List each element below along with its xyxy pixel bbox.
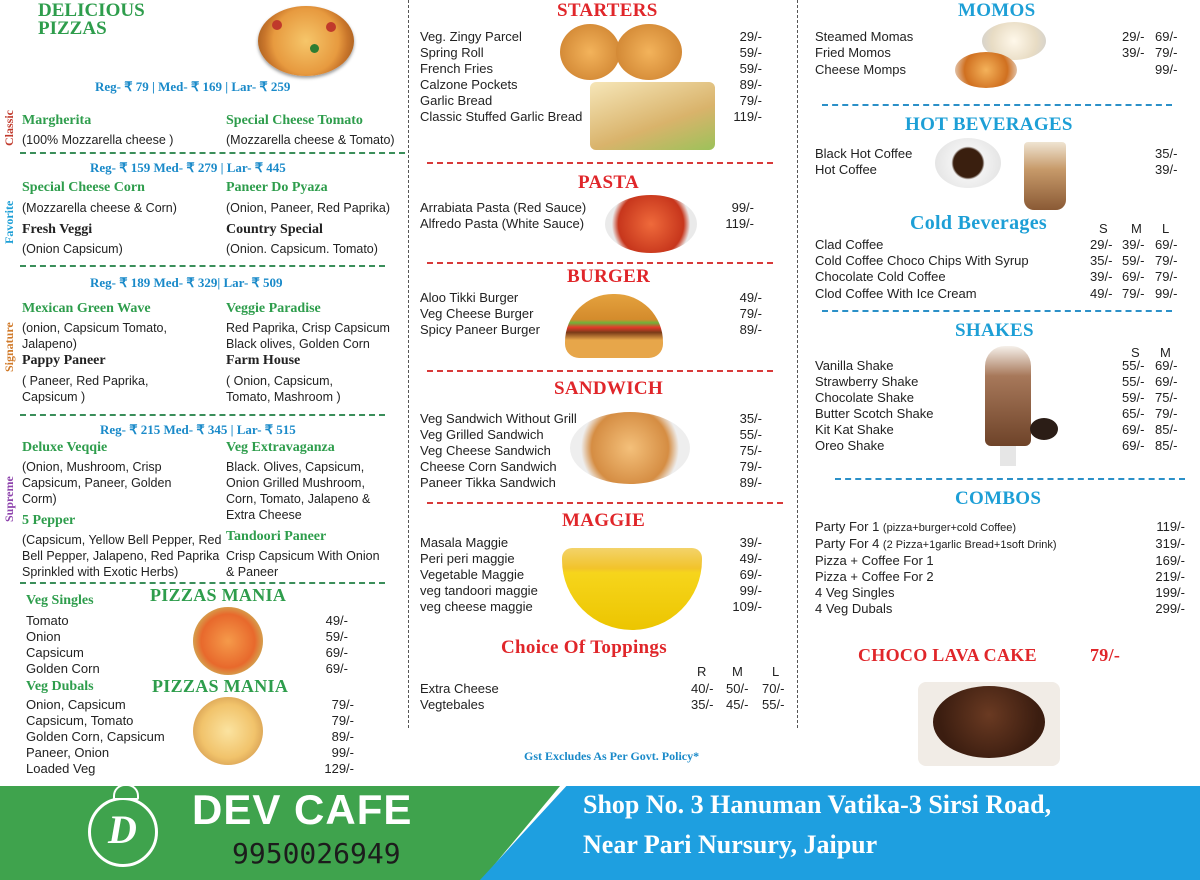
veg-dubals-list: Onion, Capsicum 79/- Capsicum, Tomato 79/- Golden Corn, Capsicum 89/- Paneer, Onion 99/- Loaded Veg 129/- <box>26 697 354 776</box>
topping-header-m: M <box>732 664 743 679</box>
starters-image-2 <box>616 24 682 80</box>
combos-title: COMBOS <box>955 488 1042 509</box>
price-line-supreme: Reg- ₹ 215 Med- ₹ 345 | Lar- ₹ 515 <box>100 422 296 437</box>
pizza-desc: (Capsicum, Yellow Bell Pepper, Red Bell Pepper, Jalapeno, Red Paprika Sprinkled with Exotic Herbs) <box>22 533 222 579</box>
pizza-desc: ( Paneer, Red Paprika, Capsicum ) <box>22 374 149 404</box>
pizza-desc: (100% Mozzarella cheese ) <box>22 133 174 147</box>
mania-title-2: PIZZAS MANIA <box>152 676 289 696</box>
pizza-name: Fresh Veggi <box>22 222 93 237</box>
price-line-favorite: Reg- ₹ 159 Med- ₹ 279 | Lar- ₹ 445 <box>90 160 286 175</box>
iced-coffee-image <box>1024 142 1066 210</box>
topping-header-l: L <box>772 664 780 679</box>
pasta-image <box>605 195 697 253</box>
address-line-1: Shop No. 3 Hanuman Vatika-3 Sirsi Road, <box>583 790 1052 819</box>
coffee-cup-image <box>935 138 1001 188</box>
pizza-name: 5 Pepper <box>22 513 76 528</box>
side-label-signature: Signature <box>2 322 16 372</box>
topping-name: Extra Cheese <box>420 681 499 696</box>
side-label-favorite: Favorite <box>2 200 16 244</box>
cold-beverages-title: Cold Beverages <box>910 212 1047 234</box>
combos-list: Party For 1 (pizza+burger+cold Coffee) 119/- Party For 4 (2 Pizza+1garlic Bread+1soft Drink) 319/- Pizza + Coffee For 1 169/- Pizza + Coffee For 2 219/- 4 Veg Singles 199/- 4 Veg Dubals 299/- <box>815 519 1185 616</box>
pizza-desc: (Onion Capsicum) <box>22 242 123 256</box>
veg-singles-title: Veg Singles <box>26 593 94 608</box>
pizza-desc: Crisp Capsicum With Onion & Paneer <box>226 549 380 579</box>
pizza-desc: (Mozzarella cheese & Tomato) <box>226 133 395 147</box>
maggie-title: MAGGIE <box>562 510 646 531</box>
lava-cake-price: 79/- <box>1090 645 1121 665</box>
pizza-name: Tandoori Paneer <box>226 529 327 544</box>
cold-header-l: L <box>1162 221 1170 236</box>
pizza-desc: (Mozzarella cheese & Corn) <box>22 201 177 215</box>
pizza-name: Special Cheese Corn <box>22 180 145 195</box>
topping-price: 35/- <box>691 697 714 712</box>
mania-pizza-image <box>193 607 263 675</box>
pizza-name: Mexican Green Wave <box>22 301 151 316</box>
shakes-title: SHAKES <box>955 320 1034 341</box>
sandwich-title: SANDWICH <box>554 378 664 399</box>
pizza-desc: (Onion, Mushroom, Crisp Capsicum, Paneer, Golden Corm) <box>22 460 172 506</box>
topping-header-r: R <box>697 664 707 679</box>
pizza-desc: Black. Olives, Capsicum, Onion Grilled Mushroom, Corn, Tomato, Jalapeno & Extra Cheese <box>226 460 371 522</box>
topping-price: 40/- <box>691 681 714 696</box>
price-line-classic: Reg- ₹ 79 | Med- ₹ 169 | Lar- ₹ 259 <box>95 79 291 94</box>
veg-singles-list: Tomato 49/- Onion 59/- Capsicum 69/- Golden Corn 69/- <box>26 613 348 676</box>
pizza-name: Special Cheese Tomato <box>226 113 363 128</box>
pizza-image <box>258 6 354 76</box>
pizza-name: Paneer Do Pyaza <box>226 180 328 195</box>
price-line-signature: Reg- ₹ 189 Med- ₹ 329| Lar- ₹ 509 <box>90 275 283 290</box>
sandwich-list: Veg Sandwich Without Grill 35/- Veg Grilled Sandwich 55/- Veg Cheese Sandwich 75/- Cheese Corn Sandwich 79/- Paneer Tikka Sandwich 89/- <box>420 411 762 490</box>
topping-price: 45/- <box>726 697 749 712</box>
shakes-prices-s: 55/- 55/- 59/- 65/- 69/- 69/- <box>1122 358 1145 453</box>
pizza-desc: (Onion, Paneer, Red Paprika) <box>226 201 390 215</box>
side-label-classic: Classic <box>2 110 16 146</box>
pizza-desc: (onion, Capsicum Tomato, Jalapeno) <box>22 321 167 351</box>
maggie-list: Masala Maggie 39/- Peri peri maggie 49/- Vegetable Maggie 69/- veg tandoori maggie 99/- veg cheese maggie 109/- <box>420 535 762 614</box>
maggie-bowl-image <box>562 548 702 630</box>
cold-header-m: M <box>1131 221 1142 236</box>
pizza-name: Country Special <box>226 222 323 237</box>
brand-name: DEV CAFE <box>192 786 413 833</box>
topping-price: 70/- <box>762 681 785 696</box>
momos-title: MOMOS <box>958 0 1036 21</box>
oreo-image <box>1030 418 1058 440</box>
cold-header-s: S <box>1099 221 1108 236</box>
topping-price: 55/- <box>762 697 785 712</box>
chef-hat-icon <box>113 784 139 800</box>
starters-list: Veg. Zingy Parcel 29/- Spring Roll 59/- French Fries 59/- Calzone Pockets 89/- Garlic Bread 79/- Classic Stuffed Garlic Bread 119/- <box>420 29 762 124</box>
side-label-supreme: Supreme <box>2 476 16 522</box>
pizza-name: Farm House <box>226 353 301 368</box>
topping-price: 50/- <box>726 681 749 696</box>
garlic-bread-image <box>590 82 715 150</box>
sandwich-image <box>570 412 690 484</box>
pizza-desc: (Onion. Capsicum. Tomato) <box>226 242 378 256</box>
lava-cake-title: CHOCO LAVA CAKE <box>858 645 1037 665</box>
pizza-name: Deluxe Veqqie <box>22 440 108 455</box>
shake-header-m: M <box>1160 345 1171 360</box>
pizza-title: DELICIOUS PIZZAS <box>38 0 145 39</box>
topping-name: Vegtebales <box>420 697 485 712</box>
shakes-names: Vanilla Shake Strawberry Shake Chocolate Shake Butter Scotch Shake Kit Kat Shake Oreo Shake <box>815 358 934 453</box>
pizza-desc: ( Onion, Capsicum, Tomato, Mashroom ) <box>226 374 341 404</box>
hot-beverages-title: HOT BEVERAGES <box>905 114 1073 135</box>
gst-note: Gst Excludes As Per Govt. Policy* <box>524 749 700 763</box>
logo-letter: D <box>108 807 137 852</box>
pasta-list: Arrabiata Pasta (Red Sauce) 99/- Alfredo Pasta (White Sauce) 119/- <box>420 200 754 231</box>
pizza-name: Pappy Paneer <box>22 353 106 368</box>
momos-image-2 <box>955 52 1017 88</box>
veg-dubals-title: Veg Dubals <box>26 679 94 694</box>
burger-list: Aloo Tikki Burger 49/- Veg Cheese Burger 79/- Spicy Paneer Burger 89/- <box>420 290 762 337</box>
toppings-title: Choice Of Toppings <box>501 637 667 658</box>
shakes-prices-m: 69/- 69/- 75/- 79/- 85/- 85/- <box>1155 358 1178 453</box>
pizza-name: Veg Extravaganza <box>226 440 335 455</box>
pizza-desc: Red Paprika, Crisp Capsicum Black olives, Golden Corn <box>226 321 390 351</box>
starters-image <box>560 24 620 80</box>
pasta-title: PASTA <box>578 172 639 193</box>
phone-number: 9950026949 <box>232 837 401 870</box>
shake-header-s: S <box>1131 345 1140 360</box>
shake-glass-image <box>985 346 1031 446</box>
pizza-name: Veggie Paradise <box>226 301 321 316</box>
mania-pizza-image-2 <box>193 697 263 765</box>
address-line-2: Near Pari Nursury, Jaipur <box>583 830 878 859</box>
pizza-name: Margherita <box>22 113 92 128</box>
burger-title: BURGER <box>567 266 651 287</box>
starters-title: STARTERS <box>557 0 658 21</box>
mania-title: PIZZAS MANIA <box>150 585 287 605</box>
